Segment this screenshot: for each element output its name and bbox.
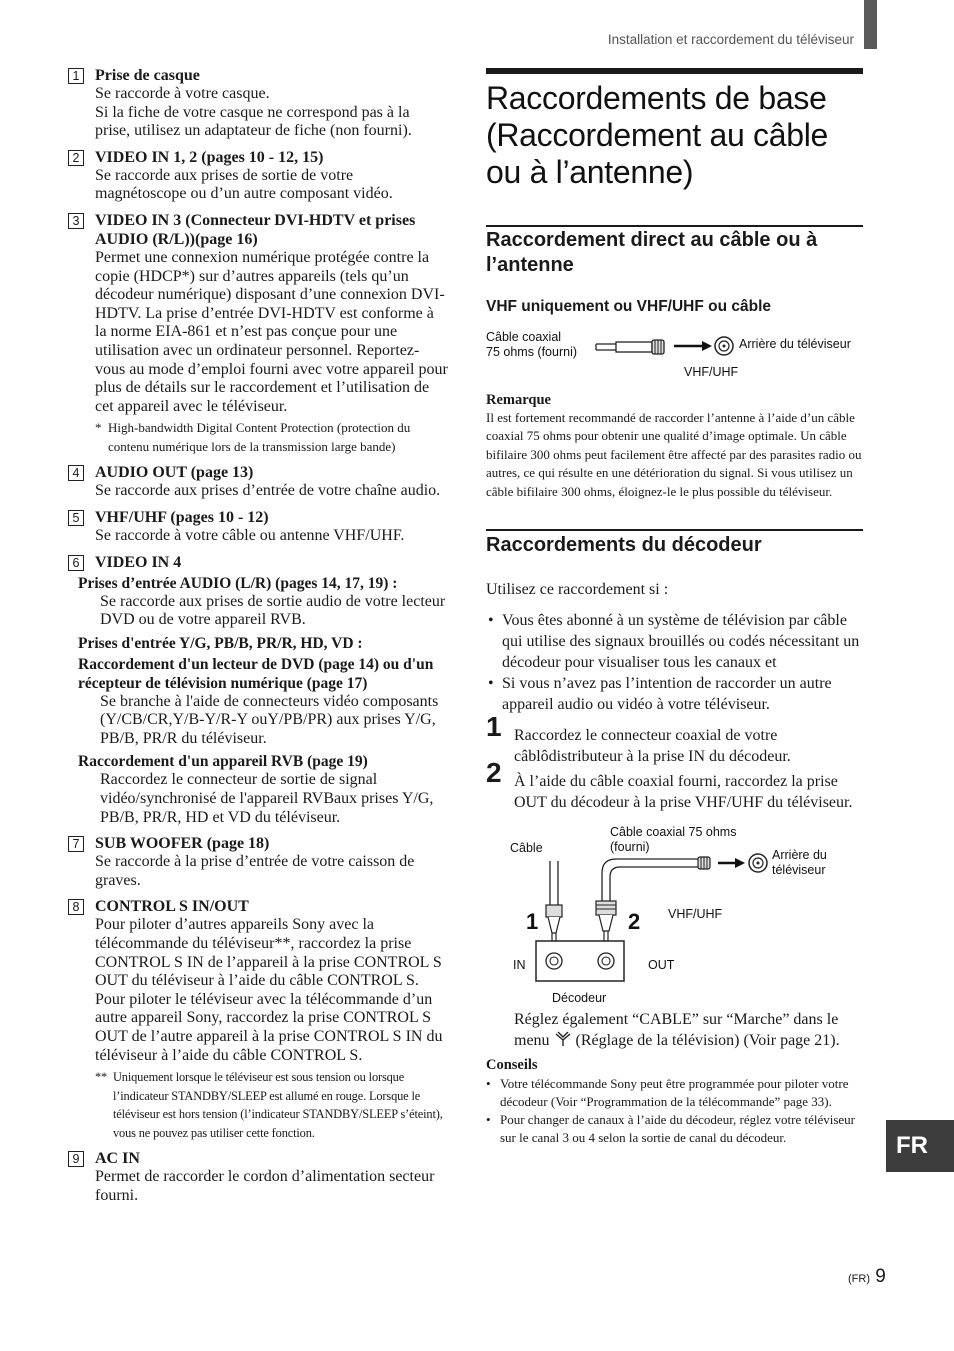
sub-body: Raccordez le connecteur de sortie de signal vidéo/synchronisé de l'appareil RVBaux prises Y/G, PB/B, PR/R, HD et VD du téléviseur.	[100, 771, 434, 826]
item-title: VIDEO IN 4	[95, 553, 182, 571]
page-prefix: (FR)	[848, 1273, 870, 1285]
sub-heading: Prises d'entrée Y/G, PB/B, PR/R, HD, VD :	[78, 634, 363, 652]
footnote	[95, 1068, 448, 1142]
item-6	[68, 553, 448, 828]
antenna-menu-icon	[554, 1031, 572, 1047]
item-title: VIDEO IN 3 (Connecteur DVI-HDTV et prises AUDIO (R/L))(page 16)	[95, 211, 416, 248]
page-number-value: 9	[875, 1266, 886, 1287]
bullet-icon: •	[488, 611, 494, 629]
section-title: Raccordements du décodeur	[486, 533, 762, 556]
item-number: 2	[68, 150, 84, 166]
decoder-label: Décodeur	[552, 990, 607, 1005]
coax-cable-drawing	[594, 332, 744, 362]
setting-text-2: (Réglage de la télévision) (Voir page 21).	[575, 1031, 840, 1049]
item-number: 7	[68, 836, 84, 852]
coax-label: Câble coaxial 75 ohms (fourni)	[610, 824, 737, 854]
section-rule	[486, 529, 863, 531]
sub-heading: Prises d’entrée AUDIO (L/R) (pages 14, 17, 19) :	[78, 574, 398, 592]
item-title: VHF/UHF (pages 10 - 12)	[95, 508, 269, 526]
footnote-mark: **	[95, 1070, 108, 1085]
header-bar	[864, 0, 877, 49]
item-1	[68, 66, 448, 141]
decoder-connection-diagram	[486, 825, 863, 1015]
coax-cable-label: Câble coaxial 75 ohms (fourni)	[486, 329, 578, 359]
step-2	[486, 756, 863, 813]
step-1-marker: 1	[526, 908, 539, 934]
item-body: Se raccorde aux prises d’entrée de votre chaîne audio.	[95, 482, 441, 500]
step-1	[486, 710, 863, 767]
step-text: Raccordez le connecteur coaxial de votre câblôdistributeur à la prise IN du décodeur.	[514, 726, 791, 765]
item-number: 9	[68, 1151, 84, 1167]
step-number: 1	[486, 710, 502, 742]
bullet-icon: •	[488, 674, 494, 692]
item-title: CONTROL S IN/OUT	[95, 898, 249, 916]
item-number: 3	[68, 213, 84, 229]
setting-text: Réglez également “CABLE” sur “Marche” dans le menu	[514, 1010, 839, 1049]
in-label: IN	[513, 957, 526, 972]
out-label: OUT	[648, 957, 675, 972]
item-body: Permet une connexion numérique protégée contre la copie (HDCP*) sur d’autres appareils (tels qu’un décodeur numérique) disposant d’une connexion DVI-HDTV. La prise d’entrée DVI-HDTV est conforme à la norme EIA-861 et n’est pas conçue pour une utilisation avec un ordinateur personnel. Reportez-vous au mode d’emploi fourni avec votre appareil pour plus de détails sur le raccordement et l’utilisation de cet appareil avec le téléviseur.	[95, 248, 448, 415]
item-7	[68, 834, 448, 890]
footnote-text: Uniquement lorsque le téléviseur est sous tension ou lorsque l’indicateur STANDBY/SLEEP est allumé en rouge. Lorsque le téléviseur est hors tension (l’indicateur STANDBY/SLEEP s’éteint), vous ne pouvez pas utiliser cette fonction.	[113, 1070, 443, 1140]
connections-column	[486, 68, 863, 1146]
item-number: 5	[68, 510, 84, 526]
item-number: 6	[68, 555, 84, 571]
item-4	[68, 463, 448, 501]
cable-label: Câble	[510, 840, 543, 855]
footnote-mark: *	[95, 420, 102, 436]
item-body: Permet de raccorder le cordon d’alimentation secteur fourni.	[95, 1168, 435, 1204]
item-title: AC IN	[95, 1150, 140, 1168]
remark-body: Il est fortement recommandé de raccorder l’antenne à l’aide d’un câble coaxial 75 ohms pour obtenir une qualité d’image optimale. Un câble bifilaire 300 ohms peut facilement être affecté par des parasites radio ou autres, ce qui résulte en une détérioration du signal. Si vous utilisez un câble bifilaire 300 ohms, éloignez-le le plus possible du téléviseur.	[486, 409, 862, 499]
sub-heading: Raccordement d'un appareil RVB (page 19)	[78, 753, 368, 771]
tip-item	[486, 1111, 863, 1146]
step-2-marker: 2	[628, 908, 641, 934]
language-tab: FR	[886, 1120, 954, 1172]
item-title: SUB WOOFER (page 18)	[95, 835, 270, 853]
section-title: Raccordement direct au câble ou à l’antenne	[486, 228, 818, 276]
bullet-icon: •	[486, 1075, 491, 1091]
running-header: Installation et raccordement du téléviseur	[607, 32, 854, 47]
item-body: Se raccorde à la prise d’entrée de votre caisson de graves.	[95, 853, 415, 889]
decoder-wiring-drawing	[486, 825, 863, 1015]
intro-text: Utilisez ce raccordement si :	[486, 580, 669, 598]
item-title: VIDEO IN 1, 2 (pages 10 - 12, 15)	[95, 148, 324, 166]
setting-instruction	[486, 1009, 863, 1051]
item-title: AUDIO OUT (page 13)	[95, 464, 254, 482]
step-text: À l’aide du câble coaxial fourni, raccordez la prise OUT du décodeur à la prise VHF/UHF du téléviseur.	[514, 772, 853, 811]
subsection-title: VHF uniquement ou VHF/UHF ou câble	[486, 297, 772, 315]
remark-title: Remarque	[486, 391, 551, 408]
vhf-uhf-label: VHF/UHF	[668, 906, 723, 921]
tv-rear-label: Arrière du téléviseur	[739, 336, 851, 351]
item-2	[68, 148, 448, 204]
sub-heading: Raccordement d'un lecteur de DVD (page 14) ou d'un récepteur de télévision numérique (page 17)	[78, 655, 434, 692]
item-number: 8	[68, 899, 84, 915]
item-title: Prise de casque	[95, 67, 200, 84]
sub-body: Se raccorde aux prises de sortie audio de votre lecteur DVD ou de votre appareil RVB.	[100, 592, 446, 629]
item-8	[68, 897, 448, 1142]
item-body: Pour piloter d’autres appareils Sony avec la télécommande du téléviseur**, raccordez la prise CONTROL S IN de l’appareil à la prise CONTROL S OUT du téléviseur à l’aide du câble CONTROL S. Pour piloter le téléviseur avec la télécommande d’un autre appareil Sony, raccordez la prise CONTROL S OUT de l’autre appareil à la prise CONTROL S IN du téléviseur à l’aide du câble CONTROL S.	[95, 916, 443, 1064]
page-title: Raccordements de base (Raccordement au câble ou à l’antenne)	[486, 80, 829, 190]
item-5	[68, 508, 448, 546]
item-body: Se raccorde aux prises de sortie de votre magnétoscope ou d’un autre composant vidéo.	[95, 166, 393, 203]
tips-title: Conseils	[486, 1056, 538, 1073]
list-item	[486, 610, 863, 673]
item-number: 4	[68, 465, 84, 481]
sub-body: Se branche à l'aide de connecteurs vidéo composants (Y/CB/CR,Y/B-Y/R-Y ouY/PB/PR) aux prises Y/G, PB/B, PR/R du téléviseur.	[100, 692, 439, 747]
tip-text: Votre télécommande Sony peut être programmée pour piloter votre décodeur (Voir “Programmation de la télécommande” page 33).	[500, 1075, 849, 1109]
item-9	[68, 1149, 448, 1205]
bullet-text: Vous êtes abonné à un système de télévision par câble qui utilise des signaux brouillés ou codés nécessitant un décodeur pour visualiser tous les canaux et	[502, 611, 860, 671]
direct-connection-diagram	[486, 330, 863, 392]
tip-text: Pour changer de canaux à l’aide du décodeur, réglez votre téléviseur sur le canal 3 ou 4 selon la sortie de canal du décodeur.	[500, 1112, 856, 1145]
title-rule	[486, 68, 863, 74]
footnote-text: High-bandwidth Digital Content Protection (protection du contenu numérique lors de la transmission large bande)	[108, 420, 411, 454]
item-body: Se raccorde à votre casque. Si la fiche de votre casque ne correspond pas à la prise, utilisez un adaptateur de fiche (non fourni).	[95, 85, 412, 140]
tv-rear-label: Arrière du téléviseur	[772, 847, 827, 877]
item-number: 1	[68, 68, 84, 84]
section-rule	[486, 225, 863, 227]
bullet-text: Si vous n’avez pas l’intention de raccorder un autre appareil audio ou vidéo à votre téléviseur.	[502, 674, 832, 713]
footnote	[95, 419, 448, 456]
vhf-uhf-port-label: VHF/UHF	[684, 364, 739, 379]
step-number: 2	[486, 756, 502, 788]
item-body: Se raccorde à votre câble ou antenne VHF/UHF.	[95, 526, 405, 544]
list-item	[486, 673, 863, 715]
item-3	[68, 211, 448, 456]
bullet-icon: •	[486, 1112, 491, 1128]
page-number	[848, 1266, 886, 1288]
jack-descriptions	[68, 66, 448, 1212]
tip-item	[486, 1075, 863, 1110]
